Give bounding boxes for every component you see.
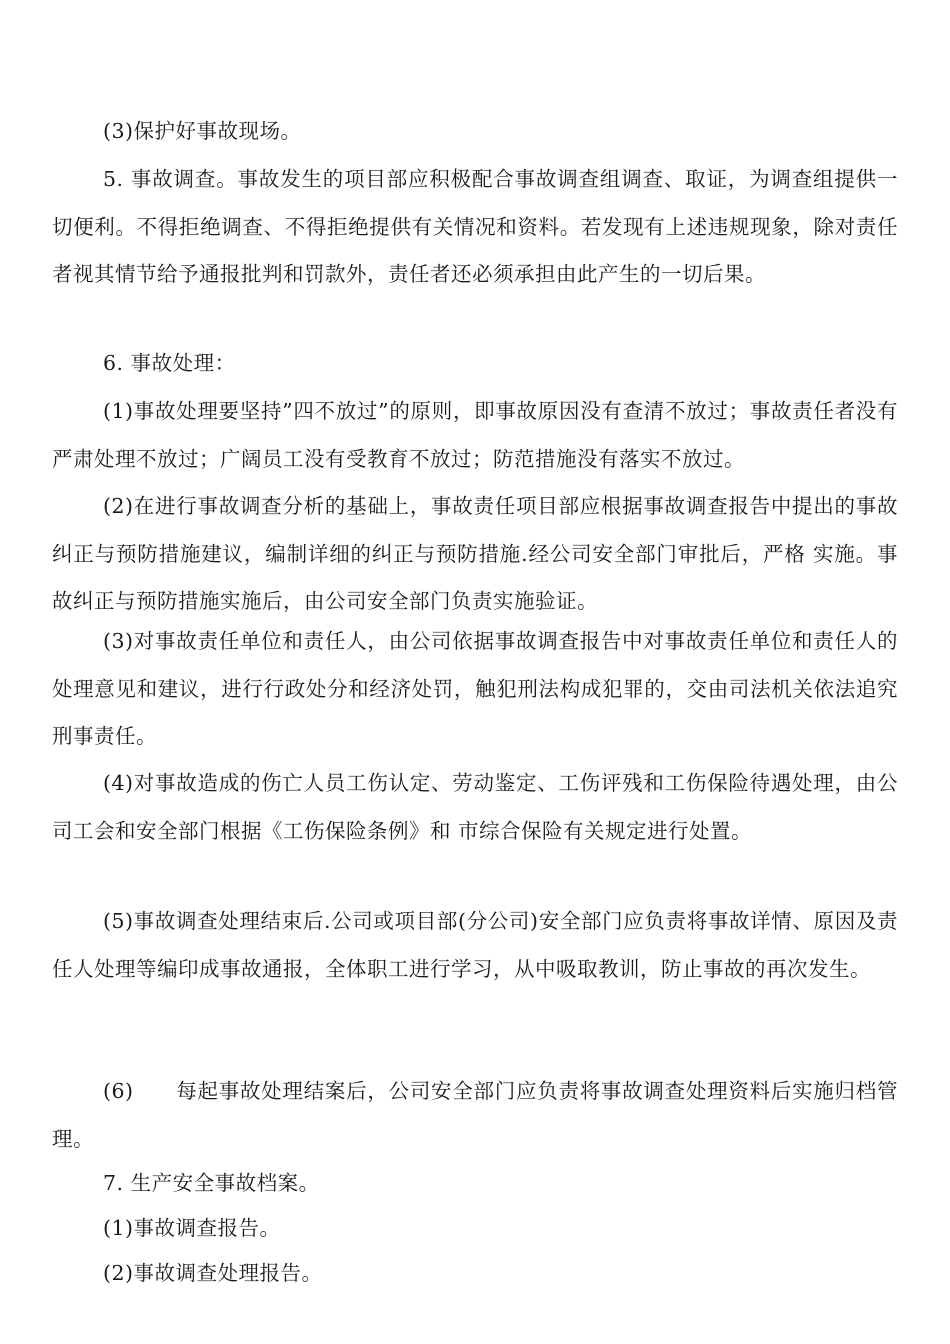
paragraph-injury-insurance: (4)对事故造成的伤亡人员工伤认定、劳动鉴定、工伤评残和工伤保险待遇处理，由公司工会和安全部门根据《工伤保险条例》和 市综合保险有关规定进行处置。 [52,771,898,843]
paragraph-accident-bulletin: (5)事故调查处理结束后.公司或项目部(分公司)安全部门应负责将事故详情、原因及责任人处理等编印成事故通报，全体职工进行学习，从中吸取教训，防止事故的再次发生。 [52,909,898,981]
paragraph-four-not-let-go: (1)事故处理要坚持”四不放过”的原则，即事故原因没有查清不放过；事故责任者没有严肃处理不放过；广阔员工没有受教育不放过；防范措施没有落实不放过。 [52,399,898,471]
paragraph-corrective-measures: (2)在进行事故调查分析的基础上，事故责任项目部应根据事故调查报告中提出的事故纠正与预防措施建议，编制详细的纠正与预防措施.经公司安全部门审批后，严格 实施。事故纠正与预防措施实施后，由公司安全部门负责实施验证。 [52,494,898,613]
paragraph-handling-report: (2)事故调查处理报告。 [103,1261,323,1285]
paragraph-responsibility: (3)对事故责任单位和责任人，由公司依据事故调查报告中对事故责任单位和责任人的处理意见和建议，进行行政处分和经济处罚，触犯刑法构成犯罪的，交由司法机关依法追究刑事责任。 [52,629,898,748]
paragraph-archive-management: (6) 每起事故处理结案后，公司安全部门应负责将事故调查处理资料后实施归档管理。 [52,1079,898,1151]
paragraph-investigation-report: (1)事故调查报告。 [103,1216,281,1240]
paragraph-protect-scene: (3)保护好事故现场。 [103,119,302,143]
paragraph-safety-archive-heading: 7. 生产安全事故档案。 [103,1171,320,1195]
paragraph-accident-investigation: 5. 事故调查。事故发生的项目部应积极配合事故调查组调查、取证，为调查组提供一切便利。不得拒绝调查、不得拒绝提供有关情况和资料。若发现有上述违规现象，除对责任者视其情节给予通报批判和罚款外，责任者还必须承担由此产生的一切后果。 [52,167,898,286]
paragraph-accident-handling-heading: 6. 事故处理： [103,351,236,375]
